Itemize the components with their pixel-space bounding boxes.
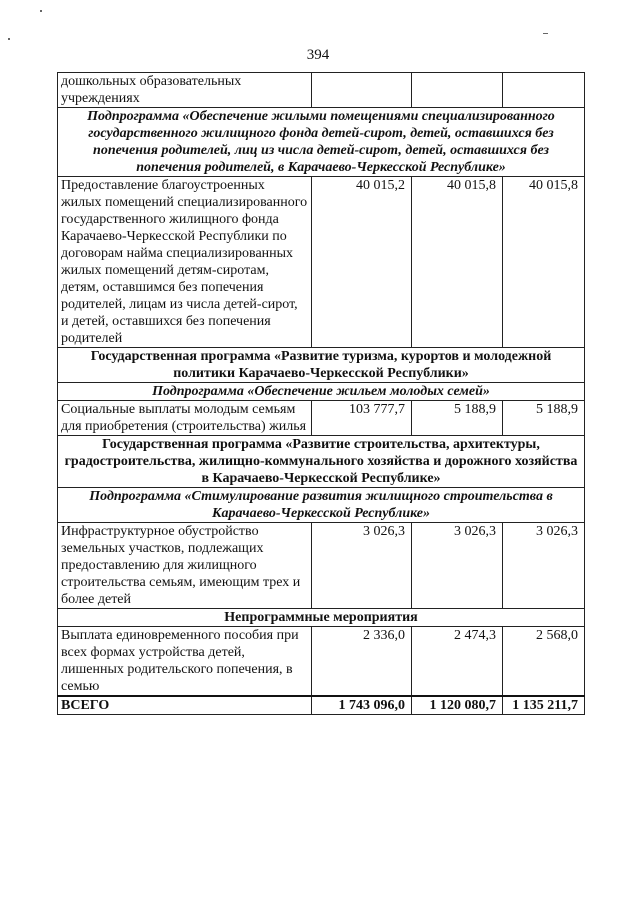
subprogram-heading-row bbox=[58, 108, 585, 177]
table-row bbox=[58, 401, 585, 436]
table-row bbox=[58, 73, 585, 108]
budget-table bbox=[57, 72, 585, 715]
subprogram-heading: Подпрограмма «Обеспечение жилыми помещениями специализированного государственного жилищного фонда детей-сирот, детей, оставшихся без попечения родителей, лиц из числа детей-сирот, детей, оставшихся без попечения родителей, в Карачаево-Черкесской Республике» bbox=[58, 108, 585, 177]
item-label: Инфраструктурное обустройство земельных участков, подлежащих предоставлению для жилищного строительства семьям, имеющим трех и более детей bbox=[58, 523, 312, 609]
amount-cell: 2 568,0 bbox=[503, 627, 585, 697]
item-label: Выплата единовременного пособия при всех формах устройства детей, лишенных родительского попечения, в семью bbox=[58, 627, 312, 697]
subprogram-heading: Подпрограмма «Обеспечение жильем молодых семей» bbox=[58, 383, 585, 401]
amount-cell: 2 336,0 bbox=[312, 627, 412, 697]
program-heading: Государственная программа «Развитие туризма, курортов и молодежной политики Карачаево-Черкесской Республики» bbox=[58, 348, 585, 383]
amount-cell: 5 188,9 bbox=[412, 401, 503, 436]
amount-cell: 3 026,3 bbox=[312, 523, 412, 609]
subprogram-heading: Подпрограмма «Стимулирование развития жилищного строительства в Карачаево-Черкесской Республике» bbox=[58, 488, 585, 523]
page-number: 394 bbox=[306, 47, 330, 63]
program-heading-row bbox=[58, 436, 585, 488]
item-label: Социальные выплаты молодым семьям для приобретения (строительства) жилья bbox=[58, 401, 312, 436]
program-heading: Государственная программа «Развитие строительства, архитектуры, градостроительства, жилищно-коммунального хозяйства и дорожного хозяйства в Карачаево-Черкесской Республике» bbox=[58, 436, 585, 488]
scan-mark bbox=[543, 33, 548, 34]
scan-mark bbox=[8, 38, 10, 40]
item-label: Предоставление благоустроенных жилых помещений специализированного государственного жилищного фонда Карачаево-Черкесской Республики по договорам найма специализированных жилых помещений детям-сиротам, детям, оставшимся без попечения родителей, лицам из числа детей-сирот, и детей, оставшихся без попечения родителей bbox=[58, 177, 312, 348]
subprogram-heading-row bbox=[58, 383, 585, 401]
amount-cell bbox=[312, 73, 412, 108]
amount-cell: 40 015,8 bbox=[412, 177, 503, 348]
program-heading: Непрограммные мероприятия bbox=[58, 609, 585, 627]
program-heading-row bbox=[58, 609, 585, 627]
table-row bbox=[58, 523, 585, 609]
amount-cell: 1 120 080,7 bbox=[412, 696, 503, 715]
total-row bbox=[58, 696, 585, 715]
amount-cell: 3 026,3 bbox=[503, 523, 585, 609]
table-body bbox=[58, 73, 585, 715]
amount-cell: 3 026,3 bbox=[412, 523, 503, 609]
amount-cell: 2 474,3 bbox=[412, 627, 503, 697]
scan-mark bbox=[40, 10, 42, 12]
amount-cell: 40 015,2 bbox=[312, 177, 412, 348]
program-heading-row bbox=[58, 348, 585, 383]
amount-cell: 40 015,8 bbox=[503, 177, 585, 348]
item-label: дошкольных образовательных учреждениях bbox=[58, 73, 312, 108]
table-row bbox=[58, 627, 585, 697]
amount-cell: 1 743 096,0 bbox=[312, 696, 412, 715]
amount-cell: 103 777,7 bbox=[312, 401, 412, 436]
amount-cell: 1 135 211,7 bbox=[503, 696, 585, 715]
total-label: ВСЕГО bbox=[58, 696, 312, 715]
amount-cell bbox=[412, 73, 503, 108]
amount-cell bbox=[503, 73, 585, 108]
table-row bbox=[58, 177, 585, 348]
amount-cell: 5 188,9 bbox=[503, 401, 585, 436]
subprogram-heading-row bbox=[58, 488, 585, 523]
